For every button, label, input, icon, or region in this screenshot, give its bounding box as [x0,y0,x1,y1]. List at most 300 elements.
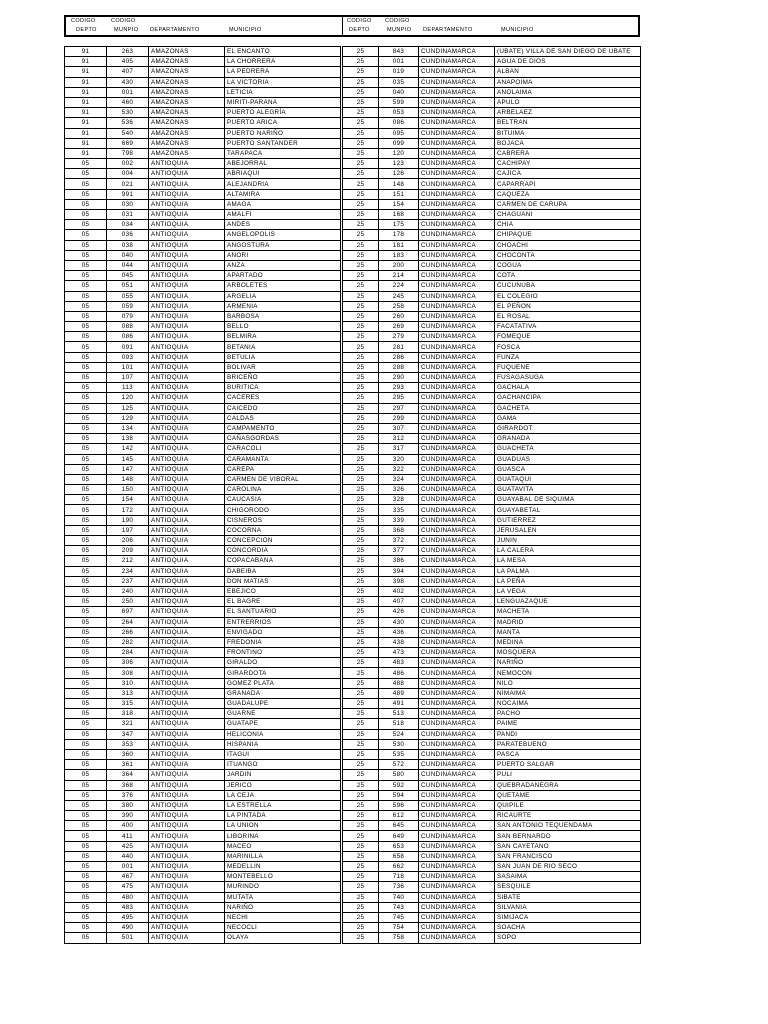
cell-munpio-code: 438 [379,637,419,647]
table-row [65,709,641,719]
cell-municipio: ANGELOPOLIS [225,230,341,240]
cell-municipio: CARMEN DE VIBORAL [225,474,341,484]
cell-municipio: DON MATIAS [225,576,341,586]
cell-munpio-code: 107 [107,373,149,383]
cell-munpio-code: 402 [379,586,419,596]
table-row [65,169,641,179]
cell-munpio-code: 190 [107,515,149,525]
cell-departamento: CUNDINAMARCA [419,108,495,118]
cell-departamento: CUNDINAMARCA [419,311,495,321]
table-row [65,281,641,291]
cell-municipio: ARMENIA [225,301,341,311]
table-row [65,923,641,933]
cell-departamento: CUNDINAMARCA [419,851,495,861]
cell-munpio-code: 120 [379,148,419,158]
cell-depto-code: 25 [343,271,379,281]
cell-depto-code: 25 [343,423,379,433]
cell-depto-code: 25 [343,617,379,627]
cell-departamento: CUNDINAMARCA [419,923,495,933]
cell-munpio-code: 035 [379,77,419,87]
cell-depto-code: 05 [65,311,107,321]
cell-municipio: GUATAPE [225,719,341,729]
cell-municipio: PUERTO ARICA [225,118,341,128]
cell-municipio: PARATEBUENO [495,739,641,749]
cell-depto-code: 25 [343,800,379,810]
cell-munpio-code: 318 [107,709,149,719]
cell-municipio: CARMEN DE CARUPA [495,199,641,209]
cell-depto-code: 05 [65,617,107,627]
cell-munpio-code: 168 [379,210,419,220]
table-row [65,525,641,535]
cell-munpio-code: 372 [379,536,419,546]
cell-munpio-code: 440 [107,851,149,861]
cell-munpio-code: 053 [379,108,419,118]
table-row [65,739,641,749]
cell-depto-code: 05 [65,250,107,260]
cell-municipio: LA UNION [225,821,341,831]
cell-departamento: ANTIOQUIA [149,882,225,892]
cell-munpio-code: 031 [107,210,149,220]
cell-departamento: CUNDINAMARCA [419,423,495,433]
cell-munpio-code: 019 [379,67,419,77]
cell-depto-code: 05 [65,902,107,912]
cell-munpio-code: 364 [107,770,149,780]
cell-munpio-code: 740 [379,892,419,902]
cell-municipio: AMAGA [225,199,341,209]
cell-depto-code: 05 [65,515,107,525]
table-row [65,892,641,902]
cell-municipio: BELTRAN [495,118,641,128]
cell-munpio-code: 021 [107,179,149,189]
cell-departamento: CUNDINAMARCA [419,77,495,87]
table-row [65,383,641,393]
cell-munpio-code: 405 [107,57,149,67]
cell-departamento: CUNDINAMARCA [419,688,495,698]
cell-departamento: ANTIOQUIA [149,576,225,586]
cell-munpio-code: 034 [107,220,149,230]
table-row [65,546,641,556]
cell-munpio-code: 669 [107,138,149,148]
cell-depto-code: 05 [65,179,107,189]
cell-municipio: JARDIN [225,770,341,780]
cell-depto-code: 91 [65,128,107,138]
cell-depto-code: 05 [65,709,107,719]
cell-departamento: CUNDINAMARCA [419,57,495,67]
cell-departamento: CUNDINAMARCA [419,169,495,179]
table-row [65,108,641,118]
header-codigo-2: CODIGO [385,18,410,24]
cell-depto-code: 25 [343,841,379,851]
cell-depto-code: 25 [343,220,379,230]
cell-municipio: ABRIAQUI [225,169,341,179]
cell-munpio-code: 002 [107,159,149,169]
table-row [65,770,641,780]
cell-departamento: ANTIOQUIA [149,291,225,301]
cell-departamento: ANTIOQUIA [149,423,225,433]
table-row [65,627,641,637]
cell-municipio: MEDELLIN [225,862,341,872]
cell-munpio-code: 612 [379,811,419,821]
cell-munpio-code: 313 [107,688,149,698]
cell-municipio: NECOCLI [225,923,341,933]
cell-munpio-code: 001 [379,57,419,67]
cell-departamento: ANTIOQUIA [149,271,225,281]
cell-departamento: CUNDINAMARCA [419,597,495,607]
cell-municipio: GRANADA [495,434,641,444]
cell-municipio: ANZA [225,260,341,270]
cell-municipio: GIRALDO [225,658,341,668]
cell-depto-code: 25 [343,352,379,362]
cell-munpio-code: 317 [379,444,419,454]
table-row [65,138,641,148]
cell-departamento: ANTIOQUIA [149,362,225,372]
cell-depto-code: 05 [65,291,107,301]
cell-municipio: LA ESTRELLA [225,800,341,810]
table-row [65,332,641,342]
cell-munpio-code: 001 [107,862,149,872]
header-munpio: MUNPIO [114,27,139,33]
cell-municipio: QUIPILE [495,800,641,810]
cell-municipio: PASCA [495,749,641,759]
cell-munpio-code: 843 [379,47,419,57]
cell-depto-code: 25 [343,485,379,495]
cell-departamento: CUNDINAMARCA [419,322,495,332]
cell-munpio-code: 430 [379,617,419,627]
cell-munpio-code: 495 [107,912,149,922]
cell-municipio: CAUCASIA [225,495,341,505]
cell-municipio: CONCEPCION [225,536,341,546]
table-row [65,688,641,698]
table-row [65,872,641,882]
cell-depto-code: 25 [343,474,379,484]
cell-munpio-code: 339 [379,515,419,525]
cell-municipio: ITAGUI [225,749,341,759]
cell-munpio-code: 310 [107,678,149,688]
table-row [65,301,641,311]
cell-municipio: NARIÑO [225,902,341,912]
cell-municipio: ALEJANDRIA [225,179,341,189]
cell-depto-code: 25 [343,882,379,892]
cell-departamento: ANTIOQUIA [149,505,225,515]
cell-depto-code: 25 [343,138,379,148]
cell-munpio-code: 148 [107,474,149,484]
cell-munpio-code: 530 [107,108,149,118]
table-row [65,485,641,495]
cell-depto-code: 25 [343,688,379,698]
cell-municipio: EL ENCANTO [225,47,341,57]
cell-depto-code: 05 [65,434,107,444]
cell-depto-code: 05 [65,760,107,770]
cell-depto-code: 25 [343,566,379,576]
cell-depto-code: 25 [343,933,379,943]
cell-munpio-code: 040 [107,250,149,260]
cell-munpio-code: 645 [379,821,419,831]
cell-municipio: ENTRERRIOS [225,617,341,627]
cell-departamento: AMAZONAS [149,77,225,87]
cell-departamento: ANTIOQUIA [149,301,225,311]
cell-municipio: COCORNA [225,525,341,535]
cell-munpio-code: 206 [107,536,149,546]
cell-municipio: MACHETA [495,607,641,617]
cell-departamento: AMAZONAS [149,108,225,118]
cell-municipio: CARAMANTA [225,454,341,464]
cell-depto-code: 25 [343,240,379,250]
cell-departamento: ANTIOQUIA [149,607,225,617]
cell-departamento: ANTIOQUIA [149,332,225,342]
cell-departamento: ANTIOQUIA [149,515,225,525]
cell-municipio: AMALFI [225,210,341,220]
cell-depto-code: 25 [343,464,379,474]
cell-depto-code: 25 [343,332,379,342]
header-right [342,17,641,35]
cell-departamento: CUNDINAMARCA [419,240,495,250]
header-left [66,17,342,35]
cell-depto-code: 05 [65,260,107,270]
cell-municipio: BARBOSA [225,311,341,321]
cell-depto-code: 05 [65,271,107,281]
header-departamento: DEPARTAMENTO [150,27,200,33]
cell-departamento: ANTIOQUIA [149,464,225,474]
cell-munpio-code: 284 [107,648,149,658]
cell-munpio-code: 045 [107,271,149,281]
cell-departamento: CUNDINAMARCA [419,393,495,403]
table-row [65,811,641,821]
cell-municipio: NECHI [225,912,341,922]
cell-depto-code: 05 [65,729,107,739]
cell-departamento: CUNDINAMARCA [419,821,495,831]
cell-municipio: NIMAIMA [495,688,641,698]
cell-depto-code: 05 [65,413,107,423]
cell-depto-code: 25 [343,362,379,372]
cell-depto-code: 05 [65,658,107,668]
table-row [65,699,641,709]
cell-depto-code: 05 [65,688,107,698]
cell-munpio-code: 290 [379,373,419,383]
cell-departamento: CUNDINAMARCA [419,474,495,484]
cell-depto-code: 25 [343,668,379,678]
cell-depto-code: 05 [65,749,107,759]
cell-depto-code: 25 [343,729,379,739]
cell-depto-code: 25 [343,678,379,688]
cell-municipio: SASAIMA [495,872,641,882]
cell-municipio: SAN CAYETANO [495,841,641,851]
cell-munpio-code: 394 [379,566,419,576]
cell-municipio: ARGELIA [225,291,341,301]
cell-depto-code: 25 [343,159,379,169]
cell-munpio-code: 263 [107,47,149,57]
cell-depto-code: 05 [65,882,107,892]
cell-departamento: ANTIOQUIA [149,699,225,709]
cell-munpio-code: 209 [107,546,149,556]
cell-departamento: ANTIOQUIA [149,495,225,505]
cell-municipio: SAN FRANCISCO [495,851,641,861]
cell-departamento: ANTIOQUIA [149,525,225,535]
cell-munpio-code: 126 [379,169,419,179]
cell-depto-code: 05 [65,841,107,851]
table-row [65,536,641,546]
cell-munpio-code: 299 [379,413,419,423]
cell-departamento: CUNDINAMARCA [419,536,495,546]
cell-departamento: CUNDINAMARCA [419,658,495,668]
cell-departamento: ANTIOQUIA [149,546,225,556]
cell-departamento: CUNDINAMARCA [419,362,495,372]
cell-departamento: CUNDINAMARCA [419,444,495,454]
cell-municipio: ALBAN [495,67,641,77]
cell-municipio: GIRARDOT [495,423,641,433]
cell-depto-code: 25 [343,536,379,546]
cell-munpio-code: 269 [379,322,419,332]
cell-munpio-code: 501 [107,933,149,943]
cell-municipio: GUADUAS [495,454,641,464]
header-departamento: DEPARTAMENTO [423,27,473,33]
cell-municipio: CALDAS [225,413,341,423]
cell-depto-code: 25 [343,77,379,87]
cell-municipio: GRANADA [225,688,341,698]
cell-munpio-code: 390 [107,811,149,821]
cell-municipio: ANGOSTURA [225,240,341,250]
cell-municipio: HELICONIA [225,729,341,739]
cell-depto-code: 25 [343,790,379,800]
cell-depto-code: 05 [65,637,107,647]
cell-munpio-code: 426 [379,607,419,617]
cell-munpio-code: 335 [379,505,419,515]
cell-depto-code: 05 [65,586,107,596]
cell-munpio-code: 347 [107,729,149,739]
cell-municipio: BURITICA [225,383,341,393]
cell-departamento: CUNDINAMARCA [419,831,495,841]
cell-municipio: GACHALA [495,383,641,393]
cell-municipio: LA VEGA [495,586,641,596]
cell-munpio-code: 183 [379,250,419,260]
cell-depto-code: 05 [65,912,107,922]
cell-municipio: CHOCONTA [495,250,641,260]
cell-departamento: ANTIOQUIA [149,800,225,810]
cell-municipio: RICAURTE [495,811,641,821]
cell-departamento: CUNDINAMARCA [419,179,495,189]
cell-depto-code: 25 [343,770,379,780]
cell-departamento: ANTIOQUIA [149,678,225,688]
table-row [65,658,641,668]
cell-depto-code: 25 [343,108,379,118]
cell-depto-code: 05 [65,872,107,882]
cell-departamento: CUNDINAMARCA [419,607,495,617]
cell-depto-code: 05 [65,851,107,861]
cell-depto-code: 91 [65,87,107,97]
cell-munpio-code: 240 [107,586,149,596]
cell-municipio: CISNEROS [225,515,341,525]
header-codigo-2: CODIGO [111,18,136,24]
cell-municipio: MONTEBELLO [225,872,341,882]
cell-munpio-code: 326 [379,485,419,495]
cell-departamento: CUNDINAMARCA [419,699,495,709]
table-row [65,352,641,362]
cell-depto-code: 05 [65,464,107,474]
cell-departamento: ANTIOQUIA [149,444,225,454]
cell-munpio-code: 312 [379,434,419,444]
cell-departamento: ANTIOQUIA [149,912,225,922]
cell-depto-code: 91 [65,138,107,148]
cell-depto-code: 25 [343,709,379,719]
cell-municipio: (UBATE) VILLA DE SAN DIEGO DE UBATE [495,47,641,57]
cell-municipio: BETANIA [225,342,341,352]
cell-munpio-code: 145 [107,454,149,464]
table-row [65,220,641,230]
cell-depto-code: 05 [65,648,107,658]
cell-municipio: LA VICTORIA [225,77,341,87]
cell-municipio: BRICEÑO [225,373,341,383]
cell-munpio-code: 197 [107,525,149,535]
table-row [65,749,641,759]
cell-departamento: CUNDINAMARCA [419,342,495,352]
cell-departamento: AMAZONAS [149,138,225,148]
cell-municipio: FRONTINO [225,648,341,658]
table-row [65,800,641,810]
cell-depto-code: 25 [343,281,379,291]
table-row [65,77,641,87]
cell-munpio-code: 234 [107,566,149,576]
cell-departamento: ANTIOQUIA [149,811,225,821]
cell-municipio: EL SANTUARIO [225,607,341,617]
cell-munpio-code: 134 [107,423,149,433]
cell-municipio: MEDINA [495,637,641,647]
cell-depto-code: 25 [343,97,379,107]
cell-munpio-code: 754 [379,923,419,933]
cell-munpio-code: 200 [379,260,419,270]
cell-depto-code: 25 [343,179,379,189]
cell-munpio-code: 101 [107,362,149,372]
cell-munpio-code: 580 [379,770,419,780]
cell-munpio-code: 286 [379,352,419,362]
cell-departamento: CUNDINAMARCA [419,260,495,270]
municipality-table [64,46,641,944]
cell-departamento: CUNDINAMARCA [419,67,495,77]
cell-departamento: ANTIOQUIA [149,281,225,291]
cell-departamento: CUNDINAMARCA [419,525,495,535]
cell-departamento: CUNDINAMARCA [419,301,495,311]
cell-municipio: CAÑASGORDAS [225,434,341,444]
cell-depto-code: 25 [343,546,379,556]
cell-municipio: PAIME [495,719,641,729]
cell-departamento: ANTIOQUIA [149,586,225,596]
cell-municipio: OLAYA [225,933,341,943]
cell-depto-code: 25 [343,67,379,77]
cell-municipio: CACERES [225,393,341,403]
cell-departamento: CUNDINAMARCA [419,454,495,464]
cell-munpio-code: 091 [107,342,149,352]
cell-depto-code: 05 [65,454,107,464]
cell-municipio: SOPO [495,933,641,943]
cell-departamento: ANTIOQUIA [149,648,225,658]
cell-departamento: ANTIOQUIA [149,536,225,546]
cell-munpio-code: 279 [379,332,419,342]
cell-municipio: CHAGUANI [495,210,641,220]
cell-depto-code: 05 [65,444,107,454]
table-row [65,648,641,658]
cell-munpio-code: 237 [107,576,149,586]
cell-depto-code: 25 [343,811,379,821]
cell-departamento: ANTIOQUIA [149,189,225,199]
cell-depto-code: 25 [343,199,379,209]
cell-departamento: ANTIOQUIA [149,923,225,933]
cell-municipio: FUNZA [495,352,641,362]
cell-depto-code: 05 [65,566,107,576]
cell-depto-code: 25 [343,821,379,831]
cell-depto-code: 05 [65,576,107,586]
cell-depto-code: 05 [65,281,107,291]
table-row [65,260,641,270]
cell-departamento: CUNDINAMARCA [419,546,495,556]
cell-munpio-code: 658 [379,851,419,861]
